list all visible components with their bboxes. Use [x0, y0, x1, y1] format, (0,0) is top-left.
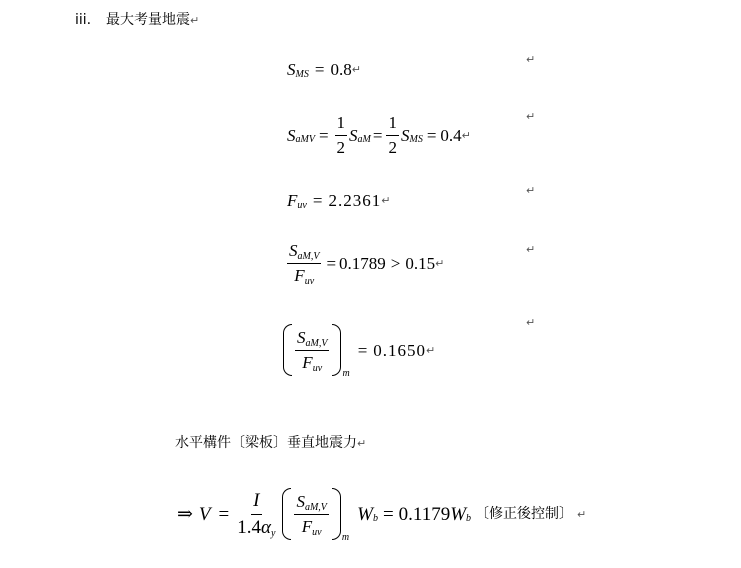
- eq2-fraction-2: $\frac{1}{2}$: [388, 113, 397, 157]
- eq1-symbol: S: [287, 60, 296, 79]
- paragraph-mark: ↵: [357, 437, 367, 450]
- eq2-fraction-1: $\frac{1}{2}$: [336, 113, 346, 157]
- final-lhs: V: [198, 503, 211, 525]
- equation-f-uv: [287, 192, 390, 209]
- eq5-value: 0.1650: [373, 340, 427, 360]
- eq1-subscript: MS: [295, 68, 309, 80]
- heading-number: iii.: [75, 12, 92, 28]
- heading-text: 最大考量地震: [106, 12, 191, 28]
- section2-text: 水平構件〔梁板〕垂直地震力: [175, 435, 357, 451]
- right-paragraph-mark: ↵: [526, 184, 536, 197]
- equation-s-ms: [287, 61, 361, 78]
- eq3-symbol: F: [287, 191, 298, 210]
- eq2-rhs-symbol: S: [400, 125, 410, 145]
- eq2-lhs-symbol: S: [287, 125, 296, 145]
- section2-heading: [175, 432, 366, 452]
- paragraph-mark: ↵: [461, 128, 471, 142]
- eq4-equals: =: [326, 253, 337, 273]
- final-note: 〔修正後控制〕: [475, 506, 574, 523]
- final-w-subscript: b: [372, 513, 378, 525]
- paragraph-mark: ↵: [426, 343, 436, 357]
- eq5-parenthesis-group: $\frac{\text{SaM,V}}{\text{Fuv}}$: [283, 324, 341, 376]
- eq3-subscript: uv: [297, 199, 307, 211]
- eq5-equals: =: [357, 340, 368, 360]
- equation-s-amv: [287, 113, 471, 157]
- final-equals: =: [218, 503, 230, 525]
- equation-final: [177, 488, 587, 544]
- eq3-value: 2.2361: [328, 191, 382, 210]
- equation-ratio-m: [283, 324, 436, 380]
- right-paragraph-mark: ↵: [526, 316, 536, 329]
- paragraph-mark: ↵: [351, 63, 361, 76]
- eq4-limit: 0.15: [405, 253, 436, 273]
- eq5-outer-subscript: m: [342, 368, 350, 380]
- paragraph-mark: ↵: [381, 194, 391, 207]
- equation-ratio: [285, 241, 444, 285]
- final-outer-subscript: m: [341, 532, 350, 544]
- right-paragraph-mark: ↵: [526, 53, 536, 66]
- heading: [75, 9, 199, 29]
- eq2-equals: =: [318, 125, 329, 145]
- final-coefficient: 0.1179: [398, 503, 451, 525]
- eq2-value: 0.4: [440, 125, 462, 145]
- paragraph-mark: ↵: [435, 256, 445, 270]
- final-w-symbol: W: [357, 503, 373, 525]
- eq2-mid-symbol: S: [349, 125, 358, 145]
- implies-symbol: ⇒: [177, 503, 193, 525]
- eq4-value: 0.1789: [339, 253, 386, 273]
- final-parenthesis-group: $\frac{\text{SaM,V}}{\text{Fuv}}$: [282, 488, 340, 540]
- final-w-subscript-2: b: [466, 513, 472, 525]
- eq3-equals: =: [312, 191, 323, 210]
- right-paragraph-mark: ↵: [526, 243, 536, 256]
- eq1-value: 0.8: [330, 60, 352, 79]
- eq2-mid-subscript: aM: [357, 134, 371, 146]
- final-w-symbol-2: W: [450, 503, 467, 525]
- paragraph-mark: ↵: [190, 14, 200, 27]
- final-outer-fraction: $\frac{I}{1.4\alpha y}$: [237, 489, 276, 539]
- eq4-fraction: $\frac{\text{SaM,V}}{\text{Fuv}}$: [289, 241, 320, 287]
- eq2-equals-2: =: [372, 125, 383, 145]
- paragraph-mark: ↵: [577, 507, 587, 521]
- eq2-equals-3: =: [426, 125, 437, 145]
- right-paragraph-mark: ↵: [526, 110, 536, 123]
- eq1-equals: =: [314, 60, 325, 79]
- final-equals-2: =: [382, 503, 394, 525]
- eq2-rhs-subscript: MS: [409, 134, 423, 146]
- eq2-lhs-subscript: aMV: [295, 134, 315, 146]
- eq4-greater-than: >: [390, 253, 401, 273]
